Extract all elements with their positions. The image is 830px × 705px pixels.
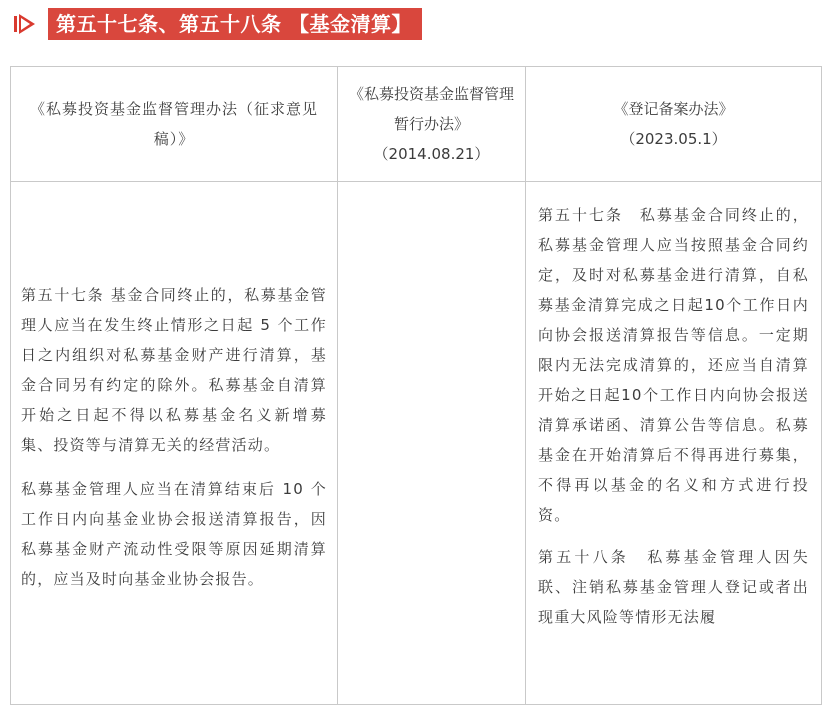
body-cell-interim-measures	[338, 182, 526, 705]
clearing-report-text: 私募基金管理人应当在清算结束后 10 个工作日内向基金业协会报送清算报告，因私募基金财产流动性受限等原因延期清算的，应当及时向基金业协会报告。	[21, 480, 327, 588]
header-title: 《私募投资基金监督管理暂行办法》	[348, 85, 514, 133]
header-title: 《登记备案办法》	[613, 100, 734, 118]
article-57-text: 第五十七条 私募基金合同终止的，私募基金管理人应当按照基金合同约定，及时对私募基金进行清算，自私募基金清算完成之日起10个工作日内向协会报送清算报告等信息。一定期限内无法完成清算的，还应当自清算开始之日起10个工作日内向协会报送清算承诺函、清算公告等信息。私募基金在开始清算后不得再进行募集，不得再以基金的名义和方式进行投资。	[538, 206, 809, 524]
article-57-text: 第五十七条 基金合同终止的，私募基金管理人应当在发生终止情形之日起 5 个工作日之内组织对私募基金财产进行清算，基金合同另有约定的除外。私募基金自清算开始之日起不得以私募基金名义新增募集、投资等与清算无关的经营活动。	[21, 286, 327, 454]
header-title: 《私募投资基金监督管理办法（征求意见稿）》	[29, 100, 318, 148]
table-body-row	[11, 182, 822, 705]
section-title: 第五十七条、第五十八条 【基金清算】	[48, 8, 422, 40]
table-header-row	[11, 67, 822, 182]
comparison-table	[10, 66, 822, 705]
body-cell-registration-measures	[526, 182, 822, 705]
header-date: （2023.05.1）	[620, 130, 727, 148]
section-header	[10, 8, 422, 40]
header-cell-interim-measures	[338, 67, 526, 182]
play-arrow-icon	[10, 8, 40, 40]
header-date: （2014.08.21）	[373, 145, 490, 163]
header-cell-draft-measures	[11, 67, 338, 182]
article-58-text: 第五十八条 私募基金管理人因失联、注销私募基金管理人登记或者出现重大风险等情形无法履	[538, 548, 809, 626]
header-cell-registration-measures	[526, 67, 822, 182]
body-cell-draft-measures	[11, 182, 338, 705]
